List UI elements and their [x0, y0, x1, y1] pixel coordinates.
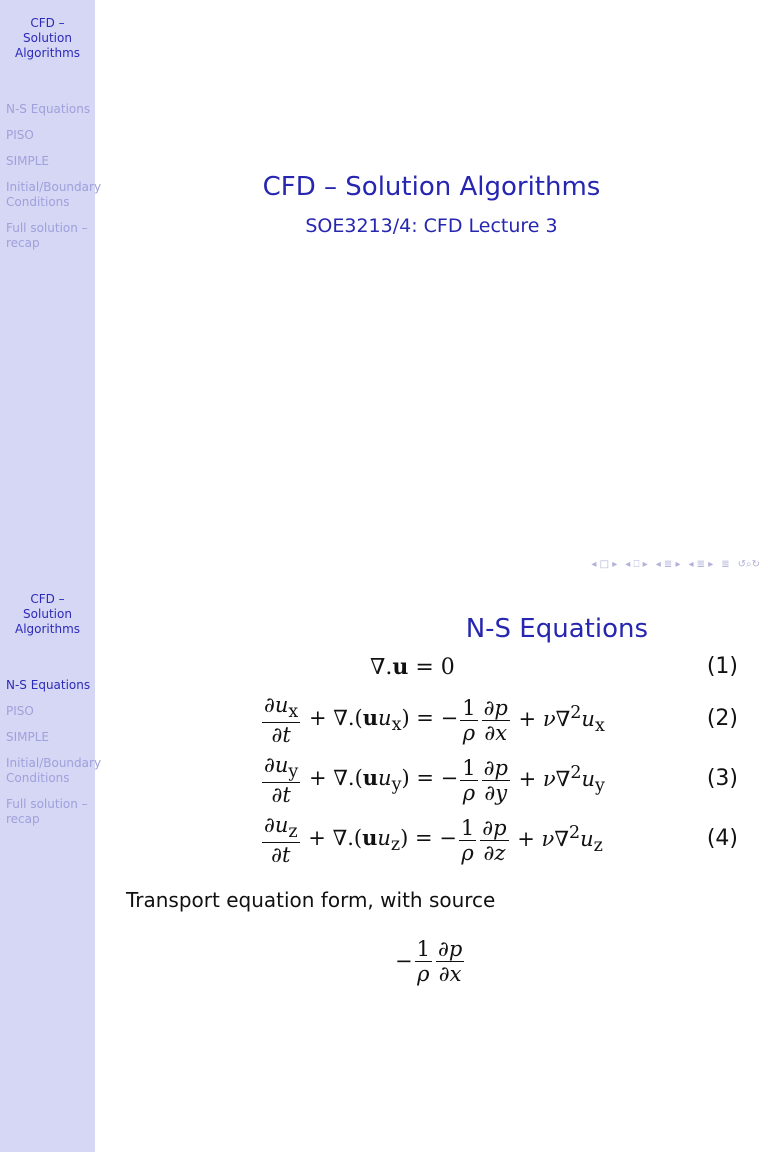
sidebar-item-simple[interactable]: SIMPLE — [6, 154, 50, 168]
nav-frame-icon[interactable]: ◂ □ ▸ — [591, 559, 618, 570]
frame-title: N-S Equations — [465, 614, 648, 644]
sidebar-nav — [6, 102, 102, 262]
sidebar-title[interactable]: CFD – Solution Algorithms — [14, 592, 81, 636]
equation-number: (3) — [706, 766, 738, 791]
equation-momentum-x: $\frac{\partial u_x}{\partial t}$ + $\nabla.(uu_x)$ = − $\frac{1}{\rho}$ $\frac{\partial p}{\partial x}$ + $\nu\nabla^2u_x$ (2) — [264, 692, 738, 748]
sidebar-item-piso[interactable]: PISO — [6, 128, 34, 142]
nav-subsection-icon[interactable]: ◂ ⎕ ▸ — [625, 559, 648, 570]
slide-main-title: CFD – Solution Algorithms — [262, 172, 601, 202]
sidebar-item-piso[interactable]: PISO — [6, 704, 34, 718]
equation-number: (1) — [706, 654, 738, 679]
equation-momentum-z: $\frac{\partial u_z}{\partial t}$ + $\nabla.(uu_z)$ = − $\frac{1}{\rho}$ $\frac{\partial p}{\partial z}$ + $\nu\nabla^2u_z$ (4) — [264, 812, 738, 868]
slide-ns-equations — [0, 576, 768, 1152]
sidebar-item-simple[interactable]: SIMPLE — [6, 730, 50, 744]
equation-number: (4) — [706, 826, 738, 851]
nav-appendix-icon[interactable]: ≣ — [721, 559, 730, 570]
equation-momentum-y: $\frac{\partial u_y}{\partial t}$ + $\nabla.(uu_y)$ = − $\frac{1}{\rho}$ $\frac{\partial p}{\partial y}$ + $\nu\nabla^2u_y$ (3) — [264, 752, 738, 808]
sidebar-item-ns-equations[interactable]: N-S Equations — [6, 678, 91, 692]
equation-source-term: − $\frac{1}{\rho}$ $\frac{\partial p}{\partial x}$ — [395, 936, 463, 986]
slide-subtitle: SOE3213/4: CFD Lecture 3 — [305, 215, 558, 237]
sidebar-nav — [6, 678, 102, 838]
nav-section-icon[interactable]: ◂ ≣ ▸ — [655, 559, 681, 570]
sidebar-item-ns-equations[interactable]: N-S Equations — [6, 102, 91, 116]
sidebar — [0, 576, 102, 1152]
beamer-nav-bar — [591, 559, 760, 570]
equation-continuity: ∇.u = 0 (1) — [370, 654, 738, 680]
sidebar-item-full-solution[interactable]: Full solution – recap — [6, 221, 88, 250]
sidebar-item-full-solution[interactable]: Full solution – recap — [6, 797, 88, 826]
sidebar-title[interactable]: CFD – Solution Algorithms — [14, 16, 81, 60]
body-text: Transport equation form, with source — [126, 888, 496, 912]
sidebar-item-initial-boundary[interactable]: Initial/Boundary Conditions — [6, 180, 102, 209]
nav-document-icon[interactable]: ◂ ≣ ▸ — [688, 559, 714, 570]
sidebar — [0, 0, 102, 576]
sidebar-item-initial-boundary[interactable]: Initial/Boundary Conditions — [6, 756, 102, 785]
nav-search-icon[interactable]: ↺⌕↻ — [737, 559, 760, 570]
equation-number: (2) — [706, 706, 738, 731]
